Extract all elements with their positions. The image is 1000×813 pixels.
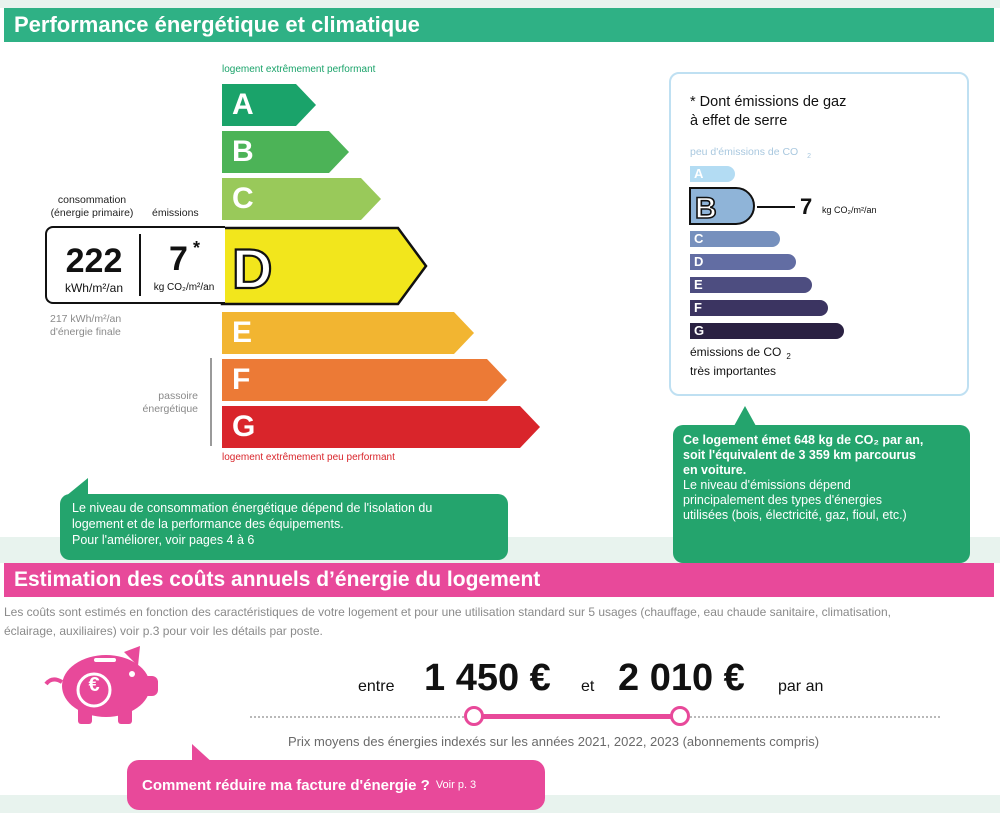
- ges-bottom-label-sub: 2: [786, 352, 791, 362]
- cost-description-line: Les coûts sont estimés en fonction des caractéristiques de votre logement et pour une utilisation standard sur 5 usages (chauffage, eau chaude sanitaire, climatisation,: [4, 605, 891, 619]
- ges-class-c-bar: [690, 231, 780, 247]
- emissions-label: émissions: [152, 207, 199, 219]
- energy-class-d-bar-current: [220, 226, 430, 306]
- bubble-line: Le niveau de consommation énergétique dépend de l'isolation du: [72, 501, 433, 515]
- euro-symbol: €: [88, 674, 100, 696]
- ges-class-letter: F: [694, 300, 702, 315]
- ges-class-b-bar-current: [689, 187, 755, 225]
- energy-class-e-bar: [222, 312, 474, 354]
- entre-label: entre: [358, 678, 395, 695]
- energy-class-letter: A: [232, 88, 254, 121]
- energy-class-g-bar: [222, 406, 540, 448]
- et-label: et: [581, 678, 595, 695]
- ges-class-d-bar: [690, 254, 796, 270]
- bubble-line: utilisées (bois, électricité, gaz, fioul, etc.): [683, 508, 907, 522]
- passoire-line: passoire: [158, 390, 198, 402]
- ges-heading-line: à effet de serre: [690, 113, 788, 129]
- ges-class-g-bar: [690, 323, 844, 339]
- ges-class-letter: C: [694, 231, 704, 246]
- bubble-line: Pour l'améliorer, voir pages 4 à 6: [72, 533, 255, 547]
- value-divider: [139, 234, 141, 296]
- energy-class-f-bar: [222, 359, 507, 401]
- energy-info-bubble: [60, 494, 508, 560]
- energy-class-b-bar: [222, 131, 349, 173]
- ges-heading: [690, 93, 846, 131]
- bubble-line: principalement des types d'énergies: [683, 493, 883, 507]
- ges-info-bubble: [673, 425, 970, 563]
- energy-section-title: Performance énergétique et climatique: [4, 8, 994, 42]
- reduce-bill-text: Comment réduire ma facture d'énergie ?: [142, 776, 430, 794]
- energy-class-c-bar: [222, 178, 381, 220]
- ges-top-label-text: peu d'émissions de CO: [690, 146, 799, 158]
- ges-value: 7: [800, 194, 813, 219]
- bottom-performance-label: logement extrêmement peu performant: [222, 452, 395, 463]
- consumption-label-line: (énergie primaire): [50, 207, 134, 219]
- price-note: Prix moyens des énergies indexés sur les années 2021, 2022, 2023 (abonnements compris): [288, 734, 820, 749]
- ges-bottom-label: [690, 345, 791, 379]
- cost-section-title: Estimation des coûts annuels d’énergie du logement: [4, 563, 994, 597]
- cost-description: [4, 603, 998, 641]
- min-cost: 1 450 €: [424, 657, 551, 699]
- energy-class-letter: F: [232, 363, 251, 396]
- top-band: [0, 0, 1000, 8]
- range-min-marker: [464, 706, 484, 726]
- ges-top-label-sub: 2: [807, 153, 812, 161]
- ges-heading-line: * Dont émissions de gaz: [690, 94, 847, 110]
- ges-top-label: [690, 146, 811, 160]
- consumption-label-line: consommation: [57, 194, 127, 206]
- consumption-unit: kWh/m²/an: [64, 281, 123, 295]
- energy-class-letter: E: [232, 316, 253, 349]
- reduce-bill-link[interactable]: [127, 760, 545, 810]
- ges-class-letter: E: [694, 277, 703, 292]
- range-highlight: [474, 714, 680, 719]
- current-energy-letter: D: [232, 238, 273, 298]
- ges-pointer-line: [757, 206, 795, 208]
- ges-bottom-label-line: très importantes: [690, 364, 777, 379]
- emissions-unit: kg CO₂/m²/an: [153, 282, 215, 293]
- bubble-line: en voiture.: [683, 463, 747, 477]
- energy-class-a-bar: [222, 84, 316, 126]
- final-energy-label: [50, 313, 121, 339]
- ges-unit: kg CO₂/m²/an: [822, 205, 877, 215]
- emissions-value: 7: [169, 240, 188, 278]
- par-an-label: par an: [778, 678, 824, 695]
- passoire-bracket: [210, 358, 212, 446]
- bubble-line: logement et de la performance des équipements.: [72, 517, 344, 531]
- ges-class-e-bar: [690, 277, 812, 293]
- top-performance-label: logement extrêmement performant: [222, 64, 376, 75]
- emissions-asterisk: *: [193, 238, 201, 258]
- bubble-line: Ce logement émet 648 kg de CO₂ par an,: [683, 433, 924, 447]
- energy-class-letter: C: [232, 182, 254, 215]
- ges-class-letter: D: [694, 254, 704, 269]
- ges-class-letter: G: [694, 323, 705, 338]
- passoire-line: énergétique: [142, 403, 198, 415]
- ges-class-letter: A: [694, 166, 704, 181]
- final-energy-line: d'énergie finale: [50, 326, 121, 338]
- passoire-label: [128, 390, 198, 416]
- energy-class-letter: G: [232, 410, 256, 443]
- bubble-line: Le niveau d'émissions dépend: [683, 478, 851, 492]
- ges-bottom-label-text: émissions de CO: [690, 345, 782, 359]
- current-ges-letter: B: [695, 192, 717, 223]
- ges-class-a-bar: [690, 166, 735, 182]
- max-cost: 2 010 €: [618, 657, 745, 699]
- bubble-line: soit l'équivalent de 3 359 km parcourus: [683, 448, 916, 462]
- final-energy-line: 217 kWh/m²/an: [50, 313, 122, 325]
- consumption-label: [46, 194, 138, 220]
- cost-description-line: éclairage, auxiliaires) voir p.3 pour voir les détails par poste.: [4, 624, 323, 638]
- reduce-bill-page: Voir p. 3: [435, 779, 477, 791]
- energy-class-letter: B: [232, 135, 254, 168]
- ges-class-f-bar: [690, 300, 828, 316]
- range-max-marker: [670, 706, 690, 726]
- consumption-value: 222: [65, 242, 123, 280]
- energy-value-box: [45, 226, 225, 304]
- ges-bubble-pointer: [734, 406, 756, 426]
